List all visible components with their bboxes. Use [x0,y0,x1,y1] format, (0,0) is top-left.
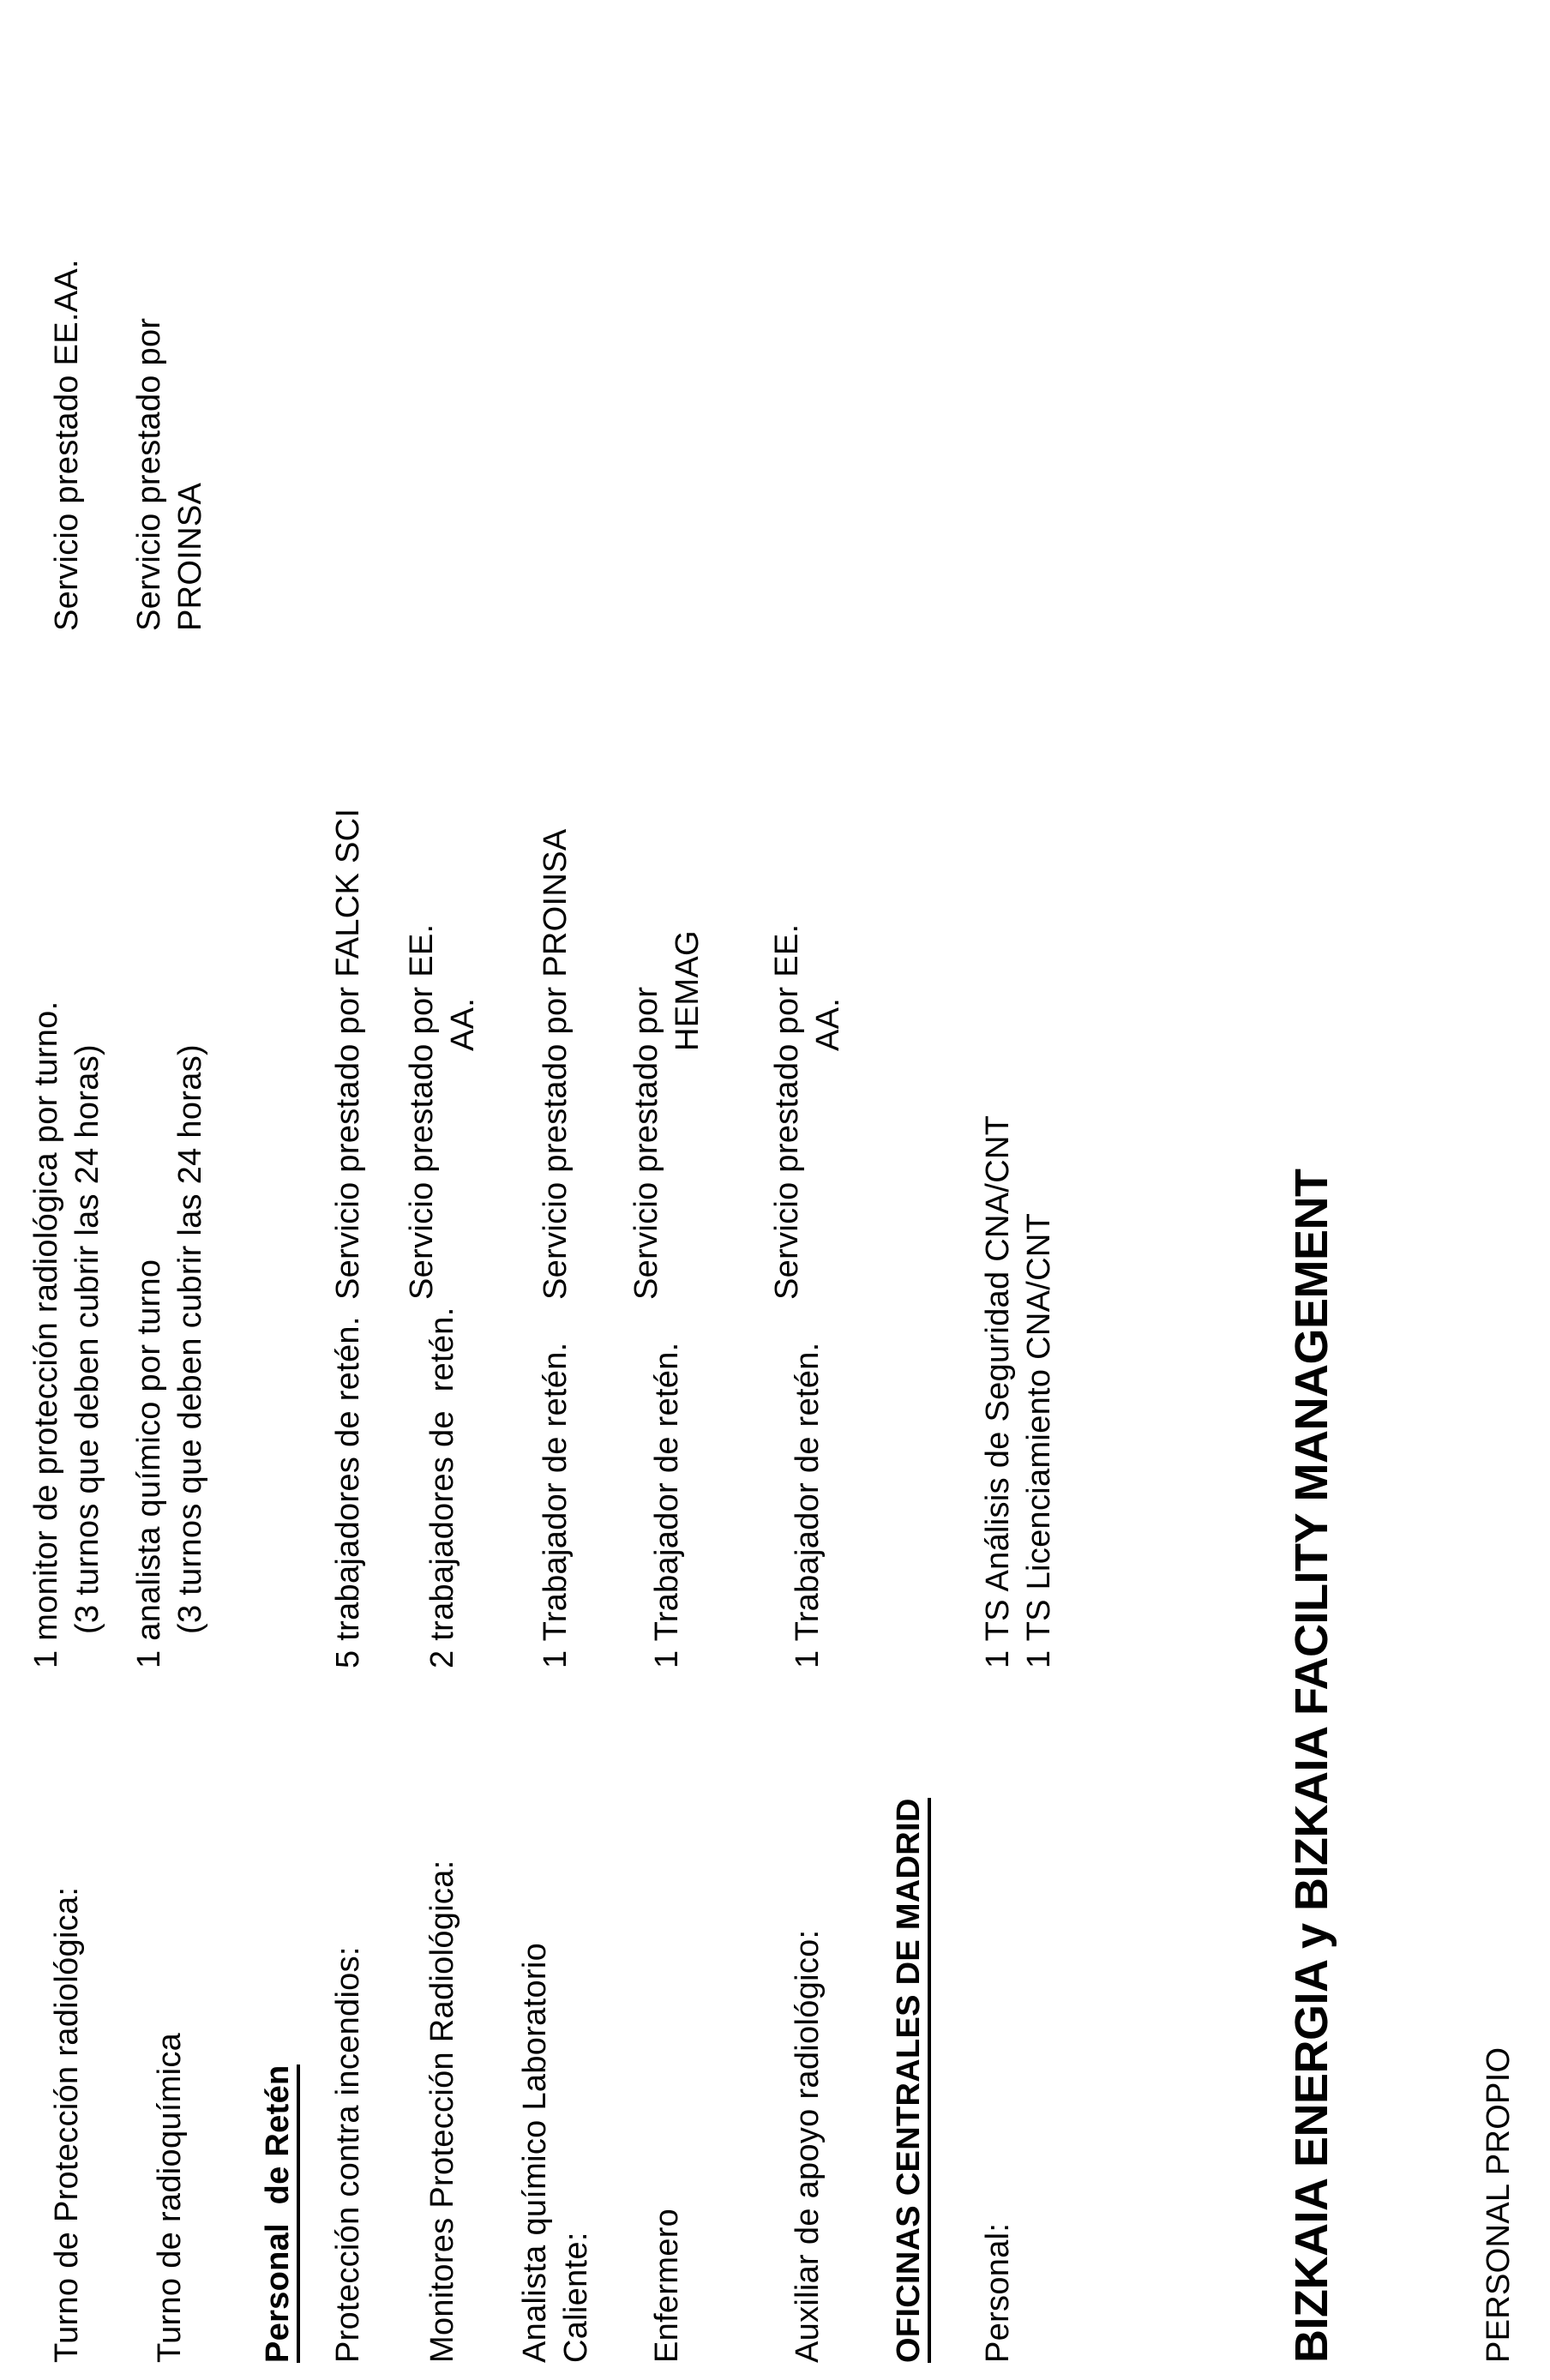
radiochemistry-shift-detail-line1: 1 analista químico por turno [131,1259,167,1668]
fire-protection-count: 5 trabajadores de retén. [330,1316,366,1668]
fire-protection-service: Servicio prestado por FALCK SCI [330,808,366,1300]
madrid-personnel-label: Personal: [980,2222,1016,2363]
chemical-analyst-label-line2: Caliente: [558,2232,594,2363]
own-personnel-footer: PERSONAL PROPIO [1481,2046,1517,2363]
radiological-support-service-line2: AA. [810,997,846,1051]
reten-section-heading [257,2064,298,2363]
radiation-monitors-service-line2: AA. [445,997,481,1051]
madrid-personnel-line2: 1 TS Licenciamiento CNA/CNT [1021,1212,1057,1668]
radiochemistry-shift-service-line1: Servicio prestado por [131,317,167,631]
madrid-section-heading [888,1798,929,2363]
chemical-analyst-label-line1: Analista químico Laboratorio [517,1942,553,2363]
radiological-shift-detail-line2: (3 turnos que deben cubrir las 24 horas) [69,1044,105,1634]
radiological-shift-label: Turno de Protección radiológica: [49,1886,85,2363]
nurse-service-line1: Servicio prestado por [628,986,664,1300]
radiochemistry-shift-label: Turno de radioquímica [152,2032,188,2363]
chemical-analyst-count: 1 Trabajador de retén. [538,1342,574,1668]
radiological-support-label: Auxiliar de apoyo radiológico: [790,1929,826,2363]
nurse-service-line2: HEMAG [670,930,706,1051]
madrid-personnel-line1: 1 TS Análisis de Seguridad CNA/CNT [980,1115,1016,1668]
reten-section-heading-text: Personal de Retén [260,2064,300,2363]
madrid-section-heading-text: OFICINAS CENTRALES DE MADRID [891,1798,931,2363]
nurse-label: Enfermero [649,2208,685,2363]
radiochemistry-shift-service-line2: PROINSA [172,482,208,631]
fire-protection-label: Protección contra incendios: [330,1946,366,2363]
company-title: BIZKAIA ENERGIA y BIZKAIA FACILITY MANAGEMENT [1286,1169,1337,2363]
nurse-count: 1 Trabajador de retén. [649,1342,685,1668]
radiological-support-service-line1: Servicio prestado por EE. [769,923,805,1300]
radiation-monitors-service-line1: Servicio prestado por EE. [404,923,440,1300]
radiological-shift-service: Servicio prestado EE.AA. [49,259,85,631]
radiochemistry-shift-detail-line2: (3 turnos que deben cubrir las 24 horas) [172,1044,208,1634]
radiological-shift-detail-line1: 1 monitor de protección radiológica por turno. [28,1001,64,1668]
radiological-support-count: 1 Trabajador de retén. [790,1342,826,1668]
chemical-analyst-service: Servicio prestado por PROINSA [538,828,574,1300]
radiation-monitors-count: 2 trabajadores de retén. [424,1307,460,1668]
radiation-monitors-label: Monitores Protección Radiológica: [424,1860,460,2363]
